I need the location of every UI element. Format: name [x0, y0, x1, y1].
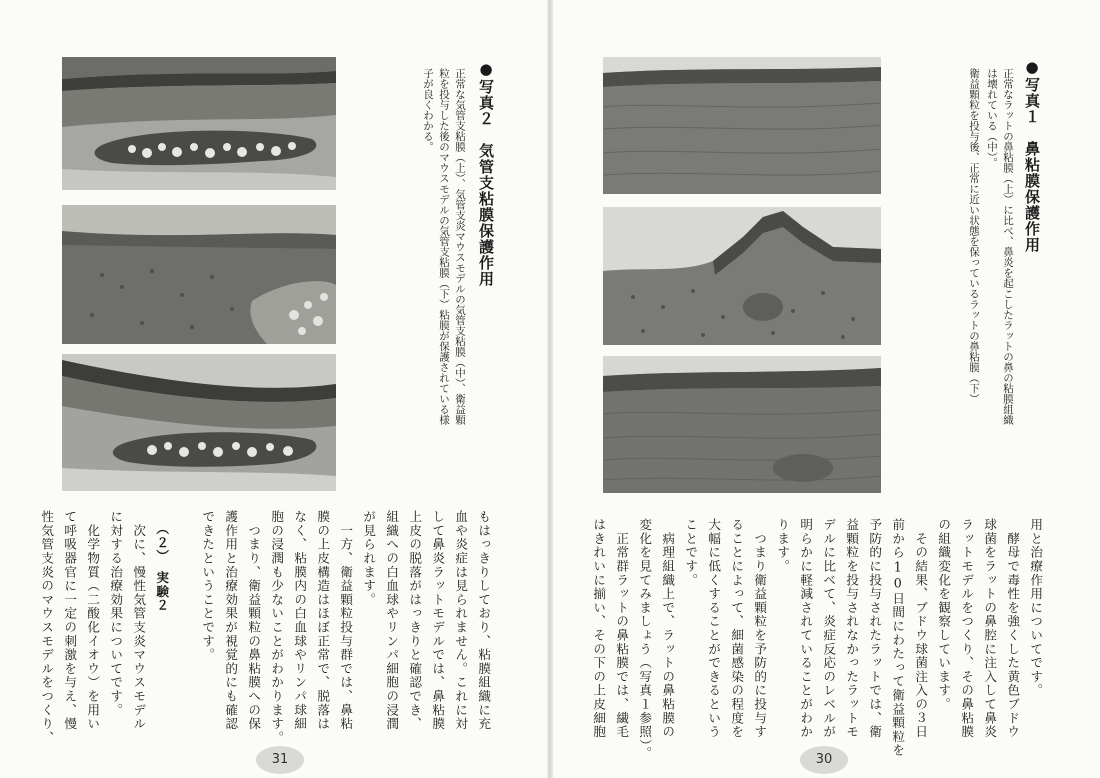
body-line: 上皮の脱落がはっきりと確認でき、 [407, 510, 423, 731]
body-line: 前から10日間にわたって衛益顆粒を [890, 518, 906, 758]
photo-2-title: ●写真２ 気管支粘膜保護作用 [477, 60, 495, 287]
body-line: はきれいに揃い、その下の上皮細胞 [591, 518, 607, 739]
body-line: ことです。 [683, 518, 699, 587]
body-line: 血や炎症は見られません。これに対 [453, 510, 469, 731]
body-line: 一方、衛益顆粒投与群では、鼻粘 [338, 510, 354, 731]
body-line: て呼吸器官に一定の刺激を与え、慢 [62, 510, 78, 731]
body-line: つまり衛益顆粒を予防的に投与す [752, 518, 768, 739]
body-line: 次に、慢性気管支炎マウスモデル [131, 510, 147, 731]
body-line: 球菌をラットの鼻腔に注入して鼻炎 [982, 518, 998, 739]
body-line: その結果、ブドウ球菌注入の３日 [913, 518, 929, 739]
page-number-31: 31 [256, 746, 304, 774]
body-line: して鼻炎ラットモデルでは、鼻粘膜 [430, 510, 446, 731]
book-gutter [547, 0, 553, 778]
body-line: もはっきりしており、粘膜組織に充 [476, 510, 492, 731]
body-line: 益顆粒を投与されなかったラットモ [844, 518, 860, 739]
photo-2-bottom-treated-model [62, 354, 336, 491]
body-line: 化学物質（二酸化イオウ）を用い [85, 510, 101, 731]
body-line: に対する治療効果についてです。 [108, 510, 124, 717]
body-line: なく、粘膜内の白血球やリンパ球細 [292, 510, 308, 731]
photo-1-caption-line: 正常なラットの鼻粘膜（上）に比べ、鼻炎を起こしたラットの鼻の粘膜組織 [1002, 68, 1014, 425]
body-line: 酵母で毒性を強くした黄色ブドウ [1005, 518, 1021, 739]
body-line: が見られます。 [361, 510, 377, 607]
body-line: ります。 [775, 518, 791, 574]
photo-1-top-normal-nasal-mucosa [603, 57, 881, 194]
body-line: 正常群ラットの鼻粘膜では、繊毛 [614, 518, 630, 739]
body-line: できたということです。 [200, 510, 216, 662]
body-line: 変化を見てみましょう（写真１参照）。 [637, 518, 653, 761]
photo-1-caption-line: 衛益顆粒を投与後、正常に近い状態を保っているラットの鼻粘膜（下） [968, 68, 980, 404]
photo-2-middle-bronchitis-model [62, 205, 336, 344]
photo-2-top-normal-bronchial-mucosa [62, 57, 336, 190]
body-line: ラットモデルをつくり、その鼻粘膜 [959, 518, 975, 739]
body-line: 明らかに軽減されていることがわか [798, 518, 814, 739]
body-line: 大幅に低くすることができるという [706, 518, 722, 739]
photo-2-caption-line: 正常な気管支粘膜（上）、気管支炎マウスモデルの気管支粘膜（中）、衛益顆 [454, 68, 466, 425]
photo-1-caption-line: は壊れている（中）。 [986, 68, 998, 168]
body-line: 膜の上皮構造はほぼ正常で、脱落は [315, 510, 331, 731]
photo-1-title: ●写真１ 鼻粘膜保護作用 [1023, 58, 1041, 253]
body-line: つまり、衛益顆粒の鼻粘膜への保 [246, 510, 262, 731]
body-line: 病理組織上で、ラットの鼻粘膜の [660, 518, 676, 739]
body-line: の組織変化を観察しています。 [936, 518, 952, 712]
photo-2-caption-line: 粒を投与した後のマウスモデルの気管支粘膜（下）粘膜が保護されている様 [438, 68, 450, 425]
photo-1-bottom-treated-model [603, 356, 881, 493]
photo-2-caption-line: 子が良くわかる。 [422, 68, 434, 152]
body-line: 組織への白血球やリンパ細胞の浸潤 [384, 510, 400, 731]
section-heading: （２） 実験２ [154, 522, 170, 613]
body-line: ることによって、細菌感染の程度を [729, 518, 745, 739]
body-line: 性気管支炎のマウスモデルをつくり、 [39, 510, 55, 745]
body-line: デルに比べて、炎症反応のレベルが [821, 518, 837, 739]
page-number-30: 30 [800, 746, 848, 774]
body-line: 胞の浸潤も少ないことがわかります。 [269, 510, 285, 745]
photo-1-middle-rhinitis-model [603, 207, 881, 345]
body-line: 用と治療作用についてです。 [1028, 518, 1044, 698]
body-line: 予防的に投与されたラットでは、衛 [867, 518, 883, 739]
body-line: 護作用と治療効果が視覚的にも確認 [223, 510, 239, 731]
